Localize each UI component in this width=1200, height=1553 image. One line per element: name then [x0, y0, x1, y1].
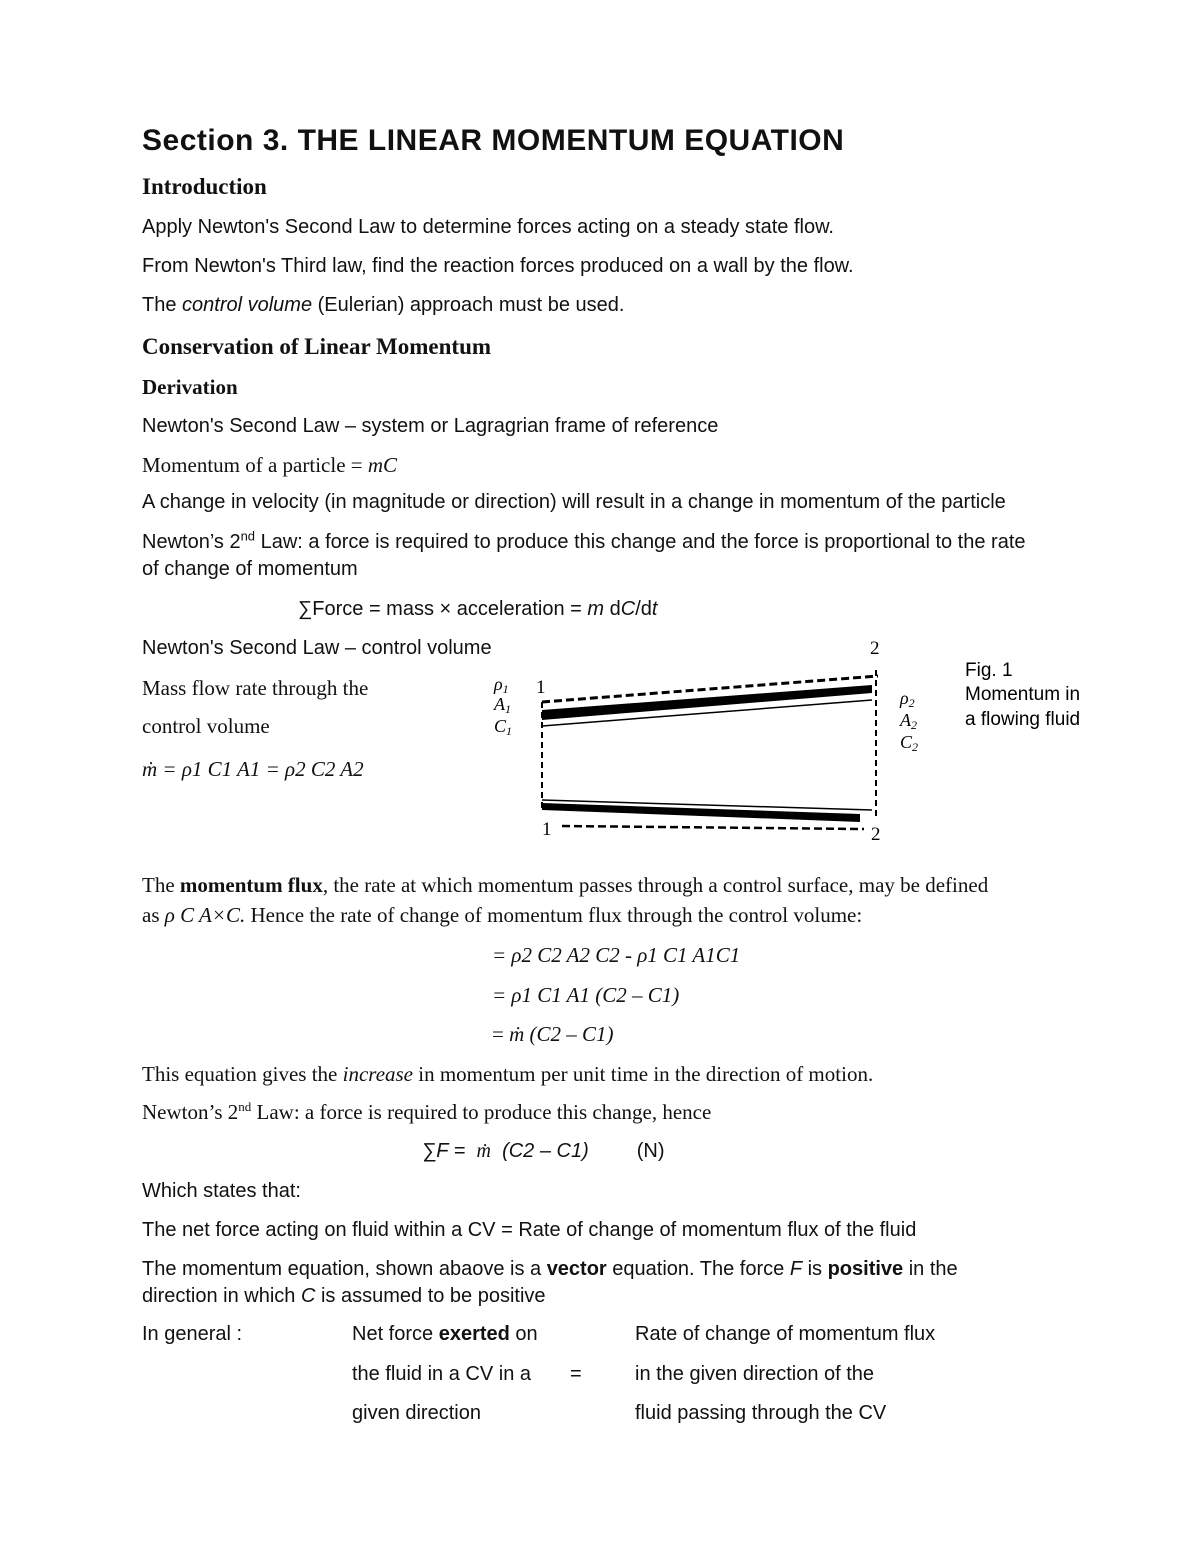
general-col1-line1: [352, 1323, 538, 1346]
cons-l4a: Newton’s 2: [142, 531, 241, 553]
top-wall: [542, 685, 872, 720]
gen-c1c: on: [509, 1323, 538, 1345]
flux-l1c: , the rate at which momentum passes through a control surface, may be defined: [322, 873, 989, 897]
cons-l2a: Momentum of a particle =: [142, 453, 368, 477]
force-equation: [298, 598, 657, 621]
flux-l4b: Law: a force is required to produce this change, hence: [251, 1100, 712, 1124]
general-col2-line1: Rate of change of momentum flux: [635, 1323, 936, 1345]
st-l4a: direction in which: [142, 1285, 301, 1307]
intro-line-3: [142, 294, 625, 317]
st-l4c: is assumed to be positive: [315, 1285, 546, 1307]
flux-r1: = ρ2 C2 A2 C2 - ρ1 C1 A1C1: [492, 943, 741, 967]
st-l3g: in the: [903, 1258, 958, 1280]
st-l3a: The momentum equation, shown abaove is a: [142, 1258, 547, 1280]
fig-caption-1: Fig. 1: [965, 660, 1013, 681]
momentum-figure: [480, 630, 1110, 850]
flux-l2b: ρ C A×C.: [164, 903, 246, 927]
flux-l1a: The: [142, 873, 180, 897]
flux-r3b: (C2 – C1): [529, 1022, 614, 1046]
flux-eq-1: [492, 943, 740, 968]
eqF: ∑F =: [422, 1140, 466, 1162]
flux-l3c: in momentum per unit time in the direction of motion.: [413, 1062, 874, 1086]
general-col2-line3: fluid passing through the CV: [635, 1402, 887, 1424]
derivation-heading: Derivation: [142, 375, 238, 399]
section-1-top: 1: [536, 677, 546, 698]
flux-eq-3: [492, 1022, 614, 1047]
eq1a: ∑Force = mass × acceleration =: [298, 598, 588, 620]
rho-1: ρ1: [494, 674, 509, 696]
section-2-top: 2: [870, 638, 880, 659]
area-2: A2: [900, 710, 917, 732]
flux-eq-2: [492, 983, 679, 1008]
intro-line-2: From Newton's Third law, find the reaction forces produced on a wall by the flow.: [142, 255, 854, 277]
section-1-bottom: 1: [542, 819, 552, 840]
page-title: [142, 124, 844, 158]
gen-c1a: Net force: [352, 1323, 439, 1345]
eq1c: d: [604, 598, 621, 620]
intro-l3c: (Eulerian) approach must be used.: [312, 294, 625, 316]
mdot-symbol: ṁ: [142, 757, 158, 781]
title-text: THE LINEAR MOMENTUM EQUATION: [297, 124, 845, 157]
cons-line-5: Newton's Second Law – control volume: [142, 637, 492, 659]
st-l4b: C: [300, 1285, 316, 1307]
eq1b: m: [587, 598, 605, 620]
title-section: Section 3.: [142, 124, 289, 157]
eq1d: C: [620, 598, 636, 620]
cv-bottom: [562, 826, 864, 829]
gen-c1b: exerted: [438, 1323, 510, 1345]
general-col1-line2: the fluid in a CV in a: [352, 1363, 531, 1385]
mass-eq: = ρ1 C1 A1 = ρ2 C2 A2: [162, 757, 364, 781]
cons-line-4c: of change of momentum: [142, 558, 358, 580]
general-label: In general :: [142, 1323, 243, 1345]
force-result-equation: [422, 1140, 665, 1163]
mass-flow-equation: [142, 757, 364, 782]
flux-mdot: ṁ: [509, 1022, 525, 1046]
intro-l3a: The: [142, 294, 183, 316]
st-l3b: vector: [546, 1258, 607, 1280]
flux-line-3: [142, 1062, 873, 1087]
cons-l2b: mC: [367, 453, 398, 477]
cons-l4sup: nd: [240, 528, 256, 544]
flux-l2c: Hence the rate of change of momentum flux through the control volume:: [245, 903, 863, 927]
area-1: A1: [494, 694, 511, 716]
cons-line-1: Newton's Second Law – system or Lagragrian frame of reference: [142, 415, 719, 437]
general-col1-line3: given direction: [352, 1402, 481, 1424]
states-line-4: [142, 1285, 546, 1308]
flux-line-1: [142, 873, 988, 898]
bottom-wall: [542, 803, 860, 822]
states-line-1: Which states that:: [142, 1180, 301, 1202]
flux-l2a: as: [142, 903, 165, 927]
flux-l4a: Newton’s 2: [142, 1100, 239, 1124]
rho-2: ρ2: [900, 688, 915, 710]
eqF-mdot: ṁ: [476, 1140, 491, 1162]
cons-line-7: control volume: [142, 714, 270, 738]
states-line-2: The net force acting on fluid within a CV = Rate of change of momentum flux of the fluid: [142, 1219, 917, 1241]
section-2-bottom: 2: [871, 824, 881, 845]
flux-line-2: [142, 903, 862, 928]
flux-r2: = ρ1 C1 A1 (C2 – C1): [492, 983, 680, 1007]
st-l3f: positive: [827, 1258, 904, 1280]
flux-l3a: This equation gives the: [142, 1062, 343, 1086]
cons-line-2: [142, 453, 397, 478]
eq1e: /d: [635, 598, 652, 620]
flux-line-4: [142, 1100, 711, 1125]
cons-line-4: [142, 528, 1026, 554]
flux-l4sup: nd: [238, 1099, 252, 1114]
eqN: (N): [636, 1140, 665, 1162]
intro-l3b: control volume: [182, 294, 313, 316]
eqF2: (C2 – C1): [502, 1140, 589, 1162]
general-equals: =: [570, 1363, 582, 1385]
st-l3e: is: [802, 1258, 828, 1280]
eq1f: t: [651, 598, 658, 620]
velocity-2: C2: [900, 732, 919, 754]
flux-r3a: =: [492, 1022, 510, 1046]
cons-line-3: A change in velocity (in magnitude or direction) will result in a change in momentum of the particle: [142, 491, 1006, 513]
cons-line-6: Mass flow rate through the: [142, 676, 369, 700]
fig-caption-3: a flowing fluid: [965, 709, 1081, 730]
st-l3c: equation. The force: [606, 1258, 790, 1280]
conservation-heading: Conservation of Linear Momentum: [142, 334, 492, 359]
general-col2-line2: in the given direction of the: [635, 1363, 875, 1385]
velocity-1: C1: [494, 716, 513, 738]
flux-l1b: momentum flux: [179, 873, 323, 897]
cons-l4b: Law: a force is required to produce this change and the force is proportional to the rate: [255, 531, 1026, 553]
flux-l3b: increase: [342, 1062, 414, 1086]
intro-line-1: Apply Newton's Second Law to determine forces acting on a steady state flow.: [142, 216, 834, 238]
fig-caption-2: Momentum in: [965, 684, 1081, 705]
states-line-3: [142, 1258, 958, 1281]
st-l3d: F: [789, 1258, 803, 1280]
intro-heading: Introduction: [142, 174, 267, 199]
